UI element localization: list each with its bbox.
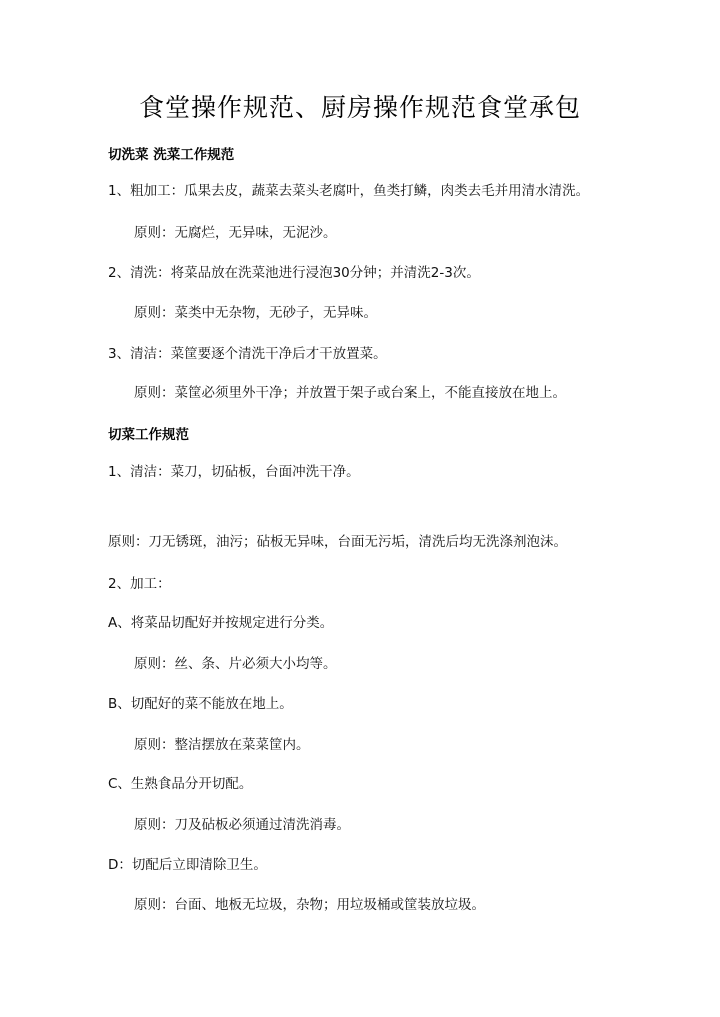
rule-line: 1、清洁：菜刀，切砧板，台面冲洗干净。 <box>108 464 360 480</box>
rule-line: D：切配后立即清除卫生。 <box>108 857 267 873</box>
principle-line: 原则：菜筐必须里外干净；并放置于架子或台案上，不能直接放在地上。 <box>134 385 566 401</box>
rule-line: 1、粗加工：瓜果去皮，蔬菜去菜头老腐叶，鱼类打鳞，肉类去毛并用清水清洗。 <box>108 183 590 199</box>
rule-line: 2、清洗：将菜品放在洗菜池进行浸泡30分钟；并清洗2-3次。 <box>108 265 480 281</box>
principle-line: 原则：刀及砧板必须通过清洗消毒。 <box>134 817 350 833</box>
rule-line: A、将菜品切配好并按规定进行分类。 <box>108 615 334 631</box>
rule-line: 3、清洁：菜筐要逐个清洗干净后才干放置菜。 <box>108 346 387 362</box>
principle-line: 原则：台面、地板无垃圾，杂物；用垃圾桶或筐装放垃圾。 <box>134 897 485 913</box>
principle-line: 原则：丝、条、片必须大小均等。 <box>134 656 337 672</box>
document-title: 食堂操作规范、厨房操作规范食堂承包 <box>138 93 581 122</box>
principle-line: 原则：菜类中无杂物，无砂子，无异味。 <box>134 305 377 321</box>
principle-line: 原则：无腐烂，无异味，无泥沙。 <box>134 225 337 241</box>
section-heading-cutting: 切菜工作规范 <box>108 427 189 443</box>
principle-line: 原则：整洁摆放在菜菜筐内。 <box>134 737 310 753</box>
rule-line: 2、加工： <box>108 576 171 592</box>
principle-line: 原则：刀无锈斑，油污；砧板无异味，台面无污垢，清洗后均无洗涤剂泡沫。 <box>108 534 567 550</box>
rule-line: B、切配好的菜不能放在地上。 <box>108 696 293 712</box>
section-heading-washing: 切洗菜 洗菜工作规范 <box>108 147 235 163</box>
rule-line: C、生熟食品分开切配。 <box>108 776 253 792</box>
